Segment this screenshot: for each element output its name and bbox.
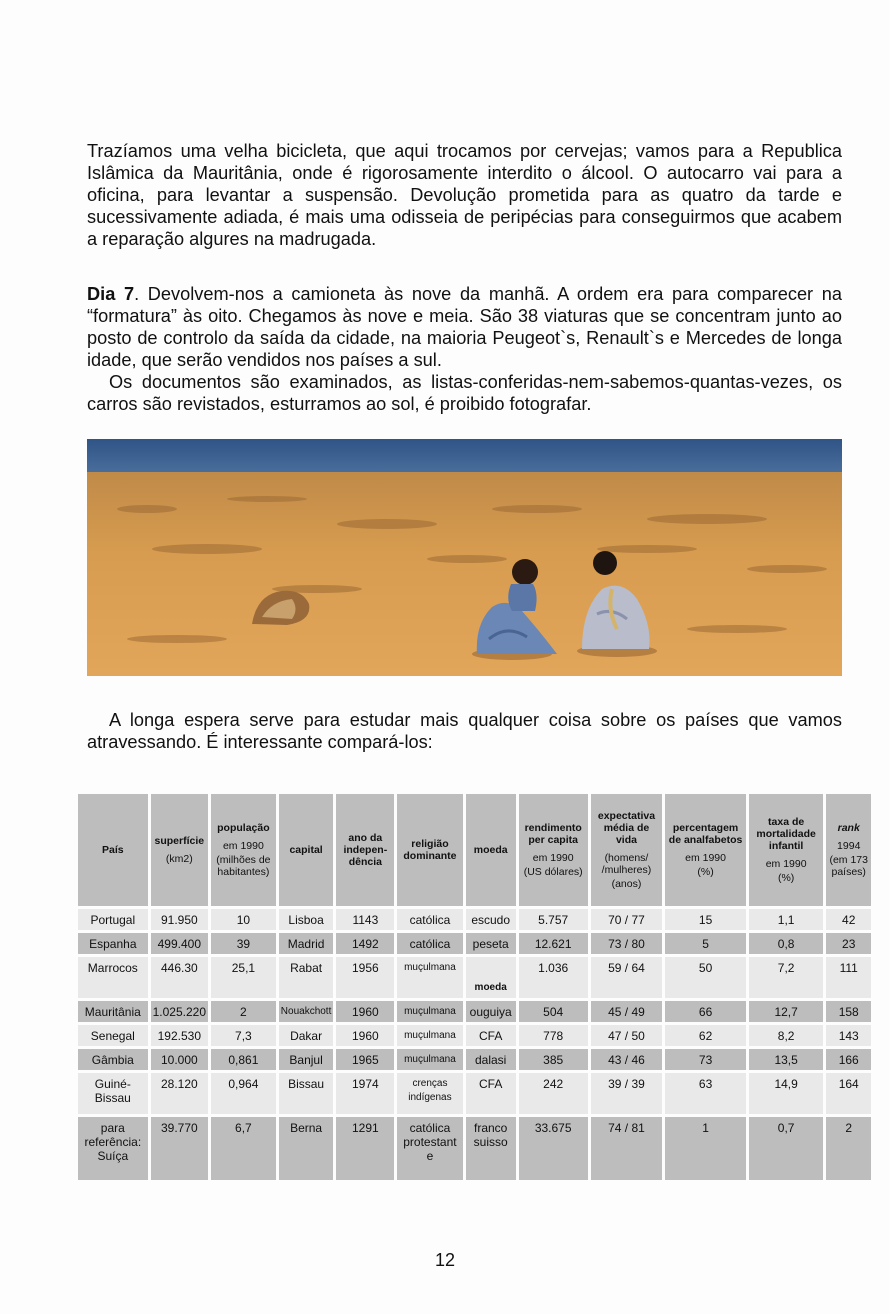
header-moeda: moeda	[466, 794, 516, 906]
cell-expectativa: 59 / 64	[591, 957, 663, 998]
cell-independencia: 1492	[336, 933, 394, 954]
cell-capital: Nouakchott	[279, 1001, 334, 1022]
cell-independencia: 1974	[336, 1073, 394, 1114]
cell-populacao: 2	[211, 1001, 276, 1022]
cell-pais: Gâmbia	[78, 1049, 148, 1070]
cell-populacao: 25,1	[211, 957, 276, 998]
country-comparison-table	[75, 791, 874, 1183]
header-analfabetos: percentagem de analfabetos em 1990 (%)	[665, 794, 745, 906]
cell-religiao: católica	[397, 909, 462, 930]
cell-mortalidade: 8,2	[749, 1025, 824, 1046]
cell-superficie: 1.025.220	[151, 1001, 208, 1022]
cell-populacao: 6,7	[211, 1117, 276, 1180]
paragraph-bicycle: Trazíamos uma velha bicicleta, que aqui trocamos por cervejas; vamos para a Republica Islâmica da Mauritânia, onde é rigorosamente interdito o álcool. O autocarro vai para a oficina, para levantar a suspensão. Devolução prometida para as quatro da tarde e sucessivamente adiada, é mais uma odisseia de peripécias para conseguirmos que acabem a reparação algures na madrugada.	[87, 141, 842, 249]
cell-rank: 42	[826, 909, 871, 930]
cell-mortalidade: 14,9	[749, 1073, 824, 1114]
cell-rendimento: 242	[519, 1073, 588, 1114]
cell-moeda: dalasi	[466, 1049, 516, 1070]
cell-capital: Berna	[279, 1117, 334, 1180]
cell-rank: 158	[826, 1001, 871, 1022]
header-rendimento: rendimento per capita em 1990 (US dólares)	[519, 794, 588, 906]
cell-populacao: 0,964	[211, 1073, 276, 1114]
cell-capital: Dakar	[279, 1025, 334, 1046]
cell-superficie: 28.120	[151, 1073, 208, 1114]
cell-rendimento: 12.621	[519, 933, 588, 954]
cell-rendimento: 504	[519, 1001, 588, 1022]
cell-pais: Portugal	[78, 909, 148, 930]
table-row	[78, 909, 871, 930]
cell-pais: Marrocos	[78, 957, 148, 998]
cell-mortalidade: 13,5	[749, 1049, 824, 1070]
cell-analfabetos: 50	[665, 957, 745, 998]
cell-religiao: católica protestant e	[397, 1117, 462, 1180]
cell-populacao: 7,3	[211, 1025, 276, 1046]
header-capital: capital	[279, 794, 334, 906]
cell-analfabetos: 62	[665, 1025, 745, 1046]
header-rank: rank 1994 (em 173 países)	[826, 794, 871, 906]
page-number: 12	[434, 1250, 456, 1270]
cell-analfabetos: 73	[665, 1049, 745, 1070]
cell-religiao: muçulmana	[397, 1025, 462, 1046]
desert-photo	[87, 439, 842, 676]
header-superficie: superfície (km2)	[151, 794, 208, 906]
paragraph-day-7	[87, 283, 842, 415]
cell-expectativa: 39 / 39	[591, 1073, 663, 1114]
cell-religiao: muçulmana	[397, 957, 462, 998]
table-row	[78, 957, 871, 998]
cell-pais: para referência: Suíça	[78, 1117, 148, 1180]
cell-expectativa: 74 / 81	[591, 1117, 663, 1180]
cell-religiao: crenças indígenas	[397, 1073, 462, 1114]
paragraph-compare: A longa espera serve para estudar mais qualquer coisa sobre os países que vamos atravessando. É interessante compará-los:	[87, 710, 842, 752]
cell-superficie: 39.770	[151, 1117, 208, 1180]
cell-independencia: 1143	[336, 909, 394, 930]
cell-expectativa: 47 / 50	[591, 1025, 663, 1046]
cell-rendimento: 1.036	[519, 957, 588, 998]
cell-pais: Espanha	[78, 933, 148, 954]
day-heading: Dia 7	[87, 284, 135, 304]
table-row	[78, 1001, 871, 1022]
cell-independencia: 1960	[336, 1001, 394, 1022]
cell-capital: Bissau	[279, 1073, 334, 1114]
cell-capital: Rabat	[279, 957, 334, 998]
cell-independencia: 1291	[336, 1117, 394, 1180]
cell-moeda: franco suisso	[466, 1117, 516, 1180]
cell-religiao: muçulmana	[397, 1049, 462, 1070]
cell-expectativa: 73 / 80	[591, 933, 663, 954]
cell-pais: Senegal	[78, 1025, 148, 1046]
cell-rendimento: 385	[519, 1049, 588, 1070]
cell-religiao: católica	[397, 933, 462, 954]
cell-mortalidade: 0,7	[749, 1117, 824, 1180]
cell-capital: Banjul	[279, 1049, 334, 1070]
cell-expectativa: 43 / 46	[591, 1049, 663, 1070]
cell-rendimento: 5.757	[519, 909, 588, 930]
header-independencia: ano da indepen-dência	[336, 794, 394, 906]
paragraph-documents: Os documentos são examinados, as listas-conferidas-nem-sabemos-quantas-vezes, os carros são revistados, esturramos ao sol, é proibido fotografar.	[87, 372, 842, 414]
day-7-text: . Devolvem-nos a camioneta às nove da manhã. A ordem era para comparecer na “formatura” às oito. Chegamos às nove e meia. São 38 viaturas que se concentram junto ao posto de controlo da saída da cidade, na maioria Peugeot`s, Renault`s e Mercedes de longa idade, que serão vendidos nos países a sul.	[87, 284, 842, 370]
cell-rank: 143	[826, 1025, 871, 1046]
cell-populacao: 10	[211, 909, 276, 930]
cell-mortalidade: 1,1	[749, 909, 824, 930]
cell-superficie: 91.950	[151, 909, 208, 930]
cell-moeda: peseta	[466, 933, 516, 954]
table-header-row	[78, 794, 871, 906]
cell-superficie: 10.000	[151, 1049, 208, 1070]
cell-capital: Lisboa	[279, 909, 334, 930]
cell-moeda: CFA	[466, 1025, 516, 1046]
cell-superficie: 446.30	[151, 957, 208, 998]
cell-capital: Madrid	[279, 933, 334, 954]
cell-rendimento: 33.675	[519, 1117, 588, 1180]
cell-superficie: 499.400	[151, 933, 208, 954]
cell-superficie: 192.530	[151, 1025, 208, 1046]
header-religiao: religião dominante	[397, 794, 462, 906]
table-row	[78, 1117, 871, 1180]
cell-moeda: moeda	[466, 957, 516, 998]
cell-rank: 23	[826, 933, 871, 954]
cell-pais: Guiné-Bissau	[78, 1073, 148, 1114]
cell-rank: 111	[826, 957, 871, 998]
cell-analfabetos: 5	[665, 933, 745, 954]
cell-mortalidade: 12,7	[749, 1001, 824, 1022]
table-row	[78, 1073, 871, 1114]
cell-analfabetos: 1	[665, 1117, 745, 1180]
cell-religiao: muçulmana	[397, 1001, 462, 1022]
cell-populacao: 39	[211, 933, 276, 954]
header-populacao: população em 1990 (milhões de habitantes)	[211, 794, 276, 906]
cell-analfabetos: 66	[665, 1001, 745, 1022]
cell-pais: Mauritânia	[78, 1001, 148, 1022]
cell-rank: 2	[826, 1117, 871, 1180]
cell-mortalidade: 0,8	[749, 933, 824, 954]
cell-expectativa: 70 / 77	[591, 909, 663, 930]
cell-independencia: 1960	[336, 1025, 394, 1046]
cell-analfabetos: 63	[665, 1073, 745, 1114]
header-mortalidade: taxa de mortalidade infantil em 1990 (%)	[749, 794, 824, 906]
cell-rank: 164	[826, 1073, 871, 1114]
cell-independencia: 1965	[336, 1049, 394, 1070]
table-row	[78, 1049, 871, 1070]
cell-expectativa: 45 / 49	[591, 1001, 663, 1022]
cell-populacao: 0,861	[211, 1049, 276, 1070]
header-expectativa: expectativa média de vida (homens/ /mulheres) (anos)	[591, 794, 663, 906]
cell-analfabetos: 15	[665, 909, 745, 930]
cell-moeda: ouguiya	[466, 1001, 516, 1022]
cell-moeda: CFA	[466, 1073, 516, 1114]
cell-rendimento: 778	[519, 1025, 588, 1046]
table-row	[78, 1025, 871, 1046]
header-pais: País	[78, 794, 148, 906]
cell-mortalidade: 7,2	[749, 957, 824, 998]
table-row	[78, 933, 871, 954]
cell-rank: 166	[826, 1049, 871, 1070]
cell-independencia: 1956	[336, 957, 394, 998]
cell-moeda: escudo	[466, 909, 516, 930]
